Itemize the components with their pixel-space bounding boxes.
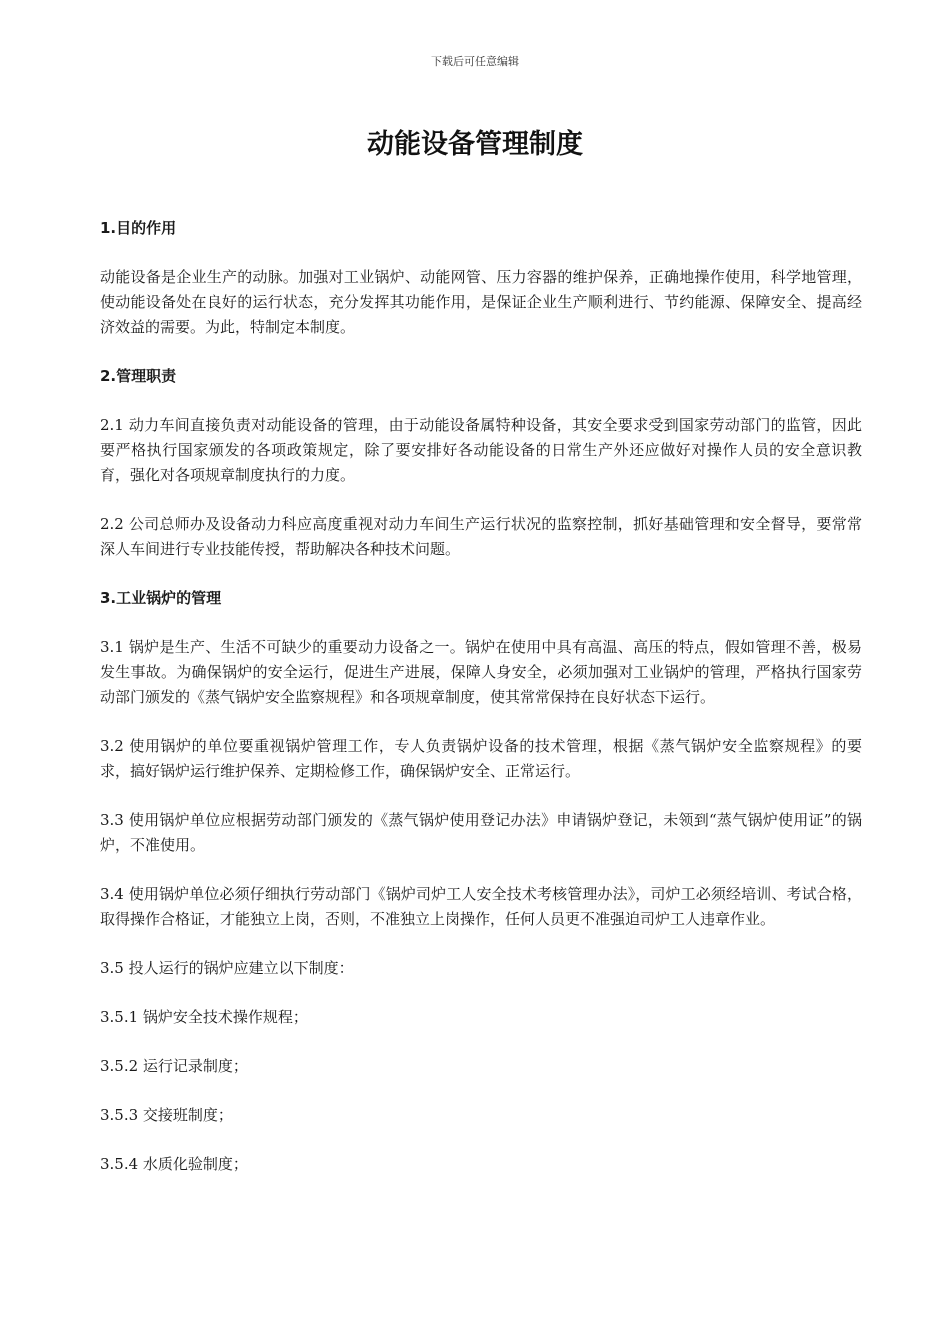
paragraph: 3.2 使用锅炉的单位要重视锅炉管理工作，专人负责锅炉设备的技术管理，根据《蒸气锅炉安全监察规程》的要求，搞好锅炉运行维护保养、定期检修工作，确保锅炉安全、正常运行。 xyxy=(100,737,862,780)
header-note: 下载后可任意编辑 xyxy=(431,55,519,68)
paragraph: 2.2 公司总师办及设备动力科应高度重视对动力车间生产运行状况的监察控制，抓好基础管理和安全督导，要常常深人车间进行专业技能传授，帮助解决各种技术问题。 xyxy=(100,515,862,558)
list-item: 3.5.1 锅炉安全技术操作规程； xyxy=(100,1008,308,1026)
list-item: 3.5.2 运行记录制度； xyxy=(100,1057,248,1075)
paragraph: 3.5 投人运行的锅炉应建立以下制度： xyxy=(100,959,354,977)
document-body xyxy=(100,216,862,1201)
section-heading-responsibilities: 2.管理职责 xyxy=(100,367,177,385)
paragraph: 2.1 动力车间直接负责对动能设备的管理，由于动能设备属特种设备，其安全要求受到国家劳动部门的监管，因此要严格执行国家颁发的各项政策规定，除了要安排好各动能设备的日常生产外还应做好对操作人员的安全意识教育，强化对各项规章制度执行的力度。 xyxy=(100,416,862,484)
paragraph: 3.1 锅炉是生产、生活不可缺少的重要动力设备之一。锅炉在使用中具有高温、高压的特点，假如管理不善，极易发生事故。为确保锅炉的安全运行，促进生产进展，保障人身安全，必须加强对工业锅炉的管理，严格执行国家劳动部门颁发的《蒸气锅炉安全监察规程》和各项规章制度，使其常常保持在良好状态下运行。 xyxy=(100,638,862,706)
paragraph: 3.3 使用锅炉单位应根据劳动部门颁发的《蒸气锅炉使用登记办法》申请锅炉登记，未领到“蒸气锅炉使用证”的锅炉，不准使用。 xyxy=(100,811,862,854)
list-item: 3.5.4 水质化验制度； xyxy=(100,1155,248,1173)
section-heading-purpose: 1.目的作用 xyxy=(100,219,177,237)
section-heading-boiler-management: 3.工业锅炉的管理 xyxy=(100,589,222,607)
list-item: 3.5.3 交接班制度； xyxy=(100,1106,233,1124)
paragraph: 动能设备是企业生产的动脉。加强对工业锅炉、动能网管、压力容器的维护保养，正确地操作使用，科学地管理，使动能设备处在良好的运行状态，充分发挥其功能作用，是保证企业生产顺利进行、节约能源、保障安全、提高经济效益的需要。为此，特制定本制度。 xyxy=(100,268,862,336)
paragraph: 3.4 使用锅炉单位必须仔细执行劳动部门《锅炉司炉工人安全技术考核管理办法》，司炉工必须经培训、考试合格，取得操作合格证，才能独立上岗，否则，不准独立上岗操作，任何人员更不准强迫司炉工人违章作业。 xyxy=(100,885,862,928)
document-title: 动能设备管理制度 xyxy=(367,129,583,160)
